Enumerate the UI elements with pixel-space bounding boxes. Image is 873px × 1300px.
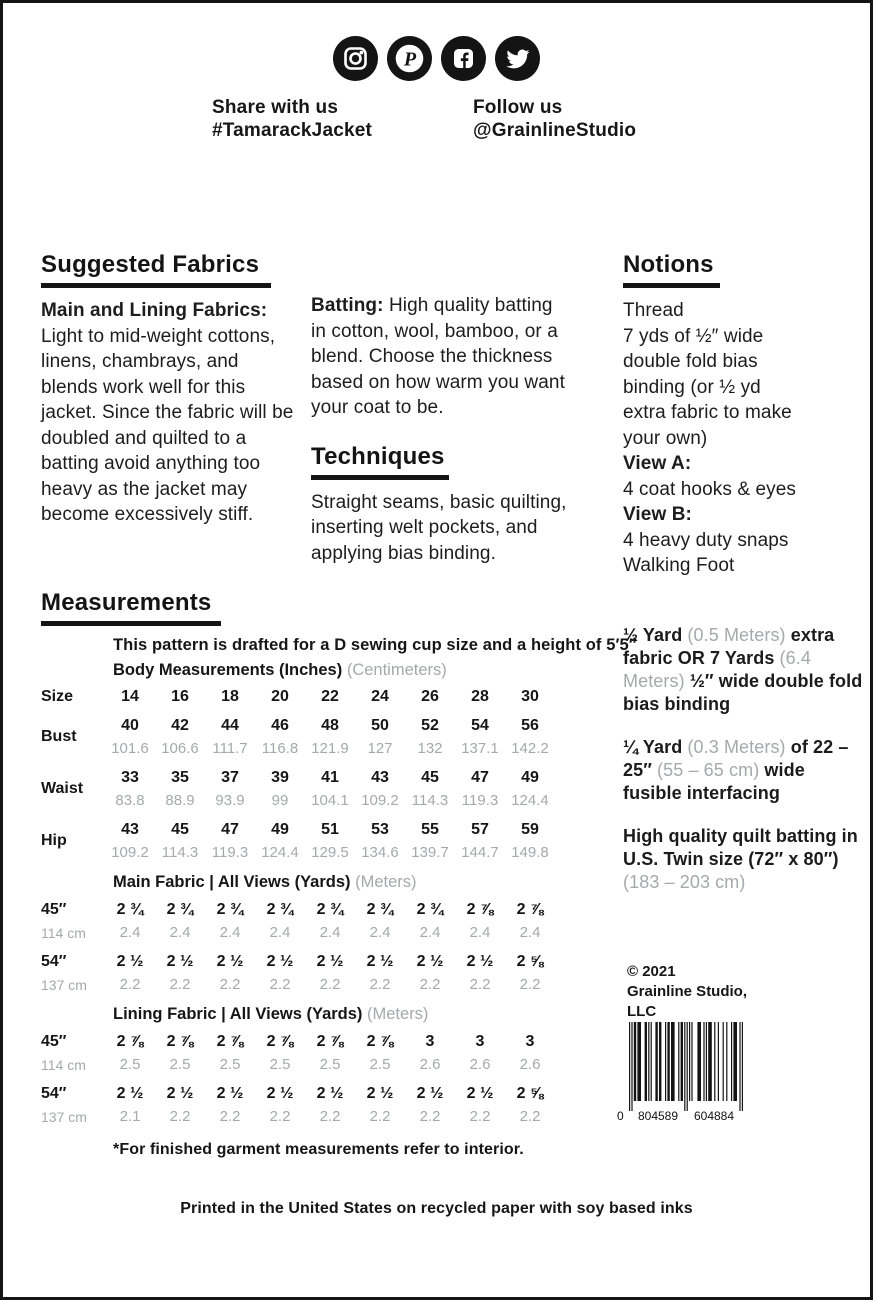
size-cell: 18 bbox=[221, 687, 239, 705]
copyright-year: © 2021 bbox=[627, 963, 676, 980]
yards-cell: 2 ⅞ bbox=[166, 1032, 194, 1050]
cm-cell: 134.6 bbox=[361, 844, 399, 861]
yards-cell: 3 bbox=[425, 1032, 435, 1050]
yards-cell: 2 ½ bbox=[116, 952, 144, 970]
yards-cell: 2 ½ bbox=[366, 1084, 394, 1102]
meters-cell: 2.2 bbox=[169, 1108, 191, 1125]
cm-cell: 101.6 bbox=[111, 740, 149, 757]
measurements-footnote: *For finished garment measurements refer to interior. bbox=[113, 1141, 524, 1158]
meters-cell: 2.5 bbox=[219, 1056, 241, 1073]
meters-cell: 2.4 bbox=[219, 924, 241, 941]
cm-cell: 124.4 bbox=[261, 844, 299, 861]
yards-cell: 2 ¾ bbox=[166, 900, 194, 918]
extra-paragraph bbox=[623, 736, 863, 805]
batting-techniques-section bbox=[311, 293, 571, 566]
copyright bbox=[627, 962, 747, 1022]
notions-line: binding (or ½ yd bbox=[623, 376, 761, 398]
measurements-section bbox=[41, 589, 637, 1159]
inches-cell: 37 bbox=[221, 768, 239, 786]
inches-cell: 45 bbox=[171, 820, 189, 838]
cm-cell: 114.3 bbox=[161, 844, 199, 861]
extra-segment: of 22 – 25″ bbox=[623, 737, 849, 780]
inches-cell: 59 bbox=[521, 820, 539, 838]
copyright-company: Grainline Studio, bbox=[627, 983, 748, 1000]
meters-cell: 2.4 bbox=[419, 924, 441, 941]
extra-segment: (55 – 65 cm) bbox=[657, 760, 765, 780]
notions-line: 4 coat hooks & eyes bbox=[623, 478, 797, 500]
size-cell: 16 bbox=[171, 687, 189, 705]
notions-line: double fold bias bbox=[623, 351, 758, 372]
meters-cell: 2.2 bbox=[119, 976, 141, 993]
facebook-icon bbox=[441, 36, 486, 81]
social-icons-row bbox=[3, 36, 870, 81]
size-cell: 28 bbox=[471, 687, 489, 705]
inches-cell: 43 bbox=[121, 820, 139, 838]
fabric-width-label: 54″ 137 cm bbox=[41, 1084, 87, 1125]
meters-cell: 2.2 bbox=[269, 976, 291, 993]
barcode-digits-mid: 804589 bbox=[637, 1109, 679, 1122]
meters-cell: 2.2 bbox=[469, 976, 491, 993]
inches-cell: 48 bbox=[321, 716, 339, 734]
inches-cell: 40 bbox=[121, 716, 139, 734]
size-cell: 30 bbox=[521, 687, 539, 705]
share-heading: Share with us bbox=[212, 97, 339, 118]
meters-cell: 2.2 bbox=[219, 1108, 241, 1125]
inches-cell: 54 bbox=[471, 716, 489, 734]
cm-cell: 116.8 bbox=[261, 740, 299, 757]
inches-cell: 46 bbox=[271, 716, 289, 734]
notions-line: 4 heavy duty snaps bbox=[623, 529, 789, 551]
yards-cell: 2 ⅞ bbox=[316, 1032, 344, 1050]
inches-cell: 51 bbox=[321, 820, 339, 838]
body-row-bust bbox=[41, 714, 606, 760]
barcode-digit-left: 0 bbox=[617, 1109, 624, 1122]
notions-section bbox=[623, 251, 869, 579]
suggested-fabrics-title: Suggested Fabrics bbox=[41, 251, 260, 278]
cm-cell: 142.2 bbox=[511, 740, 549, 757]
yards-cell: 2 ½ bbox=[266, 952, 294, 970]
cm-cell: 88.9 bbox=[165, 792, 195, 809]
extra-paragraph bbox=[623, 624, 863, 716]
meters-cell: 2.1 bbox=[119, 1108, 141, 1125]
yards-cell: 2 ¾ bbox=[416, 900, 444, 918]
yards-cell: 2 ¾ bbox=[366, 900, 394, 918]
barcode-digits-right: 604884 bbox=[693, 1109, 735, 1122]
yards-cell: 2 ⅞ bbox=[116, 1032, 144, 1050]
cm-cell: 137.1 bbox=[461, 740, 499, 757]
notions-title: Notions bbox=[623, 251, 714, 278]
yards-cell: 2 ⅞ bbox=[266, 1032, 294, 1050]
cm-cell: 114.3 bbox=[411, 792, 449, 809]
yards-cell: 3 bbox=[475, 1032, 485, 1050]
cm-cell: 106.6 bbox=[161, 740, 199, 757]
cm-cell: 109.2 bbox=[111, 844, 149, 861]
yards-cell: 2 ½ bbox=[266, 1084, 294, 1102]
main-lining-label: Main and Lining Fabrics: bbox=[41, 300, 268, 321]
cm-cell: 119.3 bbox=[461, 792, 499, 809]
meters-cell: 2.6 bbox=[469, 1056, 491, 1073]
extra-segment: ½ Yard bbox=[623, 625, 688, 645]
meters-cell: 2.4 bbox=[269, 924, 291, 941]
cm-cell: 93.9 bbox=[215, 792, 245, 809]
extra-paragraph bbox=[623, 825, 863, 894]
extra-segment: ½″ wide double fold bias binding bbox=[623, 671, 863, 714]
meters-cell: 2.4 bbox=[369, 924, 391, 941]
row-label: Bust bbox=[41, 728, 77, 745]
cm-cell: 111.7 bbox=[212, 740, 248, 757]
inches-cell: 55 bbox=[421, 820, 439, 838]
meters-cell: 2.2 bbox=[469, 1108, 491, 1125]
yards-cell: 2 ⅞ bbox=[366, 1032, 394, 1050]
techniques-text: Straight seams, basic quilting, inserting welt pockets, and applying bias binding. bbox=[311, 491, 567, 564]
meters-cell: 2.2 bbox=[519, 1108, 541, 1125]
inches-cell: 43 bbox=[371, 768, 389, 786]
yards-cell: 2 ½ bbox=[116, 1084, 144, 1102]
cm-cell: 139.7 bbox=[411, 844, 449, 861]
extra-segment: wide fusible interfacing bbox=[623, 760, 805, 803]
yards-cell: 2 ½ bbox=[216, 952, 244, 970]
meters-cell: 2.2 bbox=[369, 976, 391, 993]
yards-cell: 2 ½ bbox=[416, 1084, 444, 1102]
extra-segment: (183 – 203 cm) bbox=[623, 872, 746, 892]
fabric-width-label: 45″ 114 cm bbox=[41, 900, 86, 941]
inches-cell: 47 bbox=[221, 820, 239, 838]
main-fabric-header: Main Fabric | All Views (Yards) (Meters) bbox=[113, 873, 417, 891]
barcode bbox=[609, 1022, 749, 1122]
cm-cell: 129.5 bbox=[311, 844, 349, 861]
meters-cell: 2.2 bbox=[269, 1108, 291, 1125]
cm-cell: 83.8 bbox=[115, 792, 145, 809]
yards-cell: 2 ⅝ bbox=[516, 1084, 544, 1102]
meters-cell: 2.2 bbox=[519, 976, 541, 993]
lining-fabric-row bbox=[41, 1082, 606, 1128]
main-lining-text: Light to mid-weight cottons, linens, chambrays, and blends work well for this jacket. Since the fabric will be doubled and quilted to a batting avoid anything too heavy as the jacket may become excessively stiff. bbox=[41, 325, 294, 525]
notions-line: extra fabric to make bbox=[623, 402, 792, 423]
techniques-rule bbox=[311, 475, 449, 480]
cm-cell: 109.2 bbox=[361, 792, 399, 809]
fabric-width-label: 45″ 114 cm bbox=[41, 1032, 86, 1073]
yards-cell: 2 ⅞ bbox=[466, 900, 494, 918]
body-measurements-header: Body Measurements (Inches) (Centimeters) bbox=[113, 661, 447, 679]
meters-cell: 2.2 bbox=[319, 1108, 341, 1125]
meters-cell: 2.5 bbox=[369, 1056, 391, 1073]
extras bbox=[623, 624, 863, 914]
yards-cell: 2 ½ bbox=[416, 952, 444, 970]
meters-cell: 2.2 bbox=[169, 976, 191, 993]
inches-cell: 35 bbox=[171, 768, 189, 786]
row-label: Waist bbox=[41, 780, 84, 797]
notions-lines bbox=[623, 298, 869, 579]
lining-fabric-row bbox=[41, 1030, 606, 1076]
fabric-width-label: 54″ 137 cm bbox=[41, 952, 87, 993]
follow-heading: Follow us bbox=[473, 97, 563, 118]
cm-cell: 132 bbox=[417, 740, 443, 757]
lining-fabric-header: Lining Fabric | All Views (Yards) (Meters) bbox=[113, 1005, 429, 1023]
extra-segment: (0.3 Meters) bbox=[687, 737, 791, 757]
size-cell: 24 bbox=[371, 687, 389, 705]
size-cell: 14 bbox=[121, 687, 139, 705]
notions-line: your own) bbox=[623, 427, 708, 449]
inches-cell: 33 bbox=[121, 768, 139, 786]
meters-cell: 2.5 bbox=[119, 1056, 141, 1073]
measurement-grid bbox=[41, 685, 606, 1159]
meters-cell: 2.4 bbox=[169, 924, 191, 941]
meters-cell: 2.4 bbox=[519, 924, 541, 941]
size-label: Size bbox=[41, 687, 74, 705]
meters-cell: 2.2 bbox=[219, 976, 241, 993]
cm-cell: 149.8 bbox=[511, 844, 549, 861]
cm-cell: 124.4 bbox=[511, 792, 549, 809]
measurements-rule bbox=[41, 621, 221, 626]
notions-line: View B: bbox=[623, 504, 692, 525]
yards-cell: 3 bbox=[525, 1032, 535, 1050]
meters-cell: 2.2 bbox=[419, 1108, 441, 1125]
yards-cell: 2 ½ bbox=[316, 952, 344, 970]
inches-cell: 44 bbox=[221, 716, 239, 734]
yards-cell: 2 ½ bbox=[316, 1084, 344, 1102]
meters-cell: 2.6 bbox=[519, 1056, 541, 1073]
notions-rule bbox=[623, 283, 720, 288]
yards-cell: 2 ½ bbox=[366, 952, 394, 970]
yards-cell: 2 ¾ bbox=[216, 900, 244, 918]
yards-cell: 2 ½ bbox=[466, 952, 494, 970]
suggested-fabrics-section bbox=[41, 251, 299, 528]
size-cell: 22 bbox=[321, 687, 339, 705]
cm-cell: 121.9 bbox=[311, 740, 349, 757]
batting-label: Batting: bbox=[311, 295, 384, 316]
yards-cell: 2 ¾ bbox=[116, 900, 144, 918]
cm-cell: 104.1 bbox=[311, 792, 349, 809]
notions-line: View A: bbox=[623, 453, 692, 474]
suggested-fabrics-rule bbox=[41, 283, 271, 288]
yards-cell: 2 ⅞ bbox=[516, 900, 544, 918]
meters-cell: 2.5 bbox=[169, 1056, 191, 1073]
meters-cell: 2.5 bbox=[269, 1056, 291, 1073]
notions-line: Thread bbox=[623, 300, 684, 321]
batting-paragraph bbox=[311, 293, 571, 421]
batting-text: High quality batting in cotton, wool, bamboo, or a blend. Choose the thickness based on how warm you want your coat to be. bbox=[311, 295, 565, 418]
techniques-title: Techniques bbox=[311, 442, 445, 470]
yards-cell: 2 ⅞ bbox=[216, 1032, 244, 1050]
meters-cell: 2.4 bbox=[119, 924, 141, 941]
svg-text:P: P bbox=[403, 48, 417, 71]
cm-cell: 119.3 bbox=[211, 844, 249, 861]
follow-handle: @GrainlineStudio bbox=[473, 120, 637, 141]
meters-cell: 2.6 bbox=[419, 1056, 441, 1073]
inches-cell: 50 bbox=[371, 716, 389, 734]
meters-cell: 2.2 bbox=[419, 976, 441, 993]
measurements-title: Measurements bbox=[41, 589, 212, 616]
yards-cell: 2 ½ bbox=[166, 1084, 194, 1102]
inches-cell: 45 bbox=[421, 768, 439, 786]
meters-cell: 2.2 bbox=[369, 1108, 391, 1125]
cup-size-note: This pattern is drafted for a D sewing cup size and a height of 5′5″ bbox=[113, 636, 637, 654]
extra-segment: ¼ Yard bbox=[623, 737, 688, 757]
notions-line: Walking Foot bbox=[623, 555, 735, 576]
cm-cell: 99 bbox=[271, 792, 289, 809]
size-cell: 20 bbox=[271, 687, 289, 705]
main-fabric-row bbox=[41, 950, 606, 996]
yards-cell: 2 ½ bbox=[166, 952, 194, 970]
cm-cell: 144.7 bbox=[461, 844, 499, 861]
yards-cell: 2 ¾ bbox=[316, 900, 344, 918]
meters-cell: 2.5 bbox=[319, 1056, 341, 1073]
printed-note: Printed in the United States on recycled paper with soy based inks bbox=[180, 1200, 693, 1217]
inches-cell: 39 bbox=[271, 768, 289, 786]
inches-cell: 53 bbox=[371, 820, 389, 838]
main-fabric-row bbox=[41, 898, 606, 944]
pinterest-icon bbox=[387, 36, 432, 81]
extra-segment: High quality quilt batting in U.S. Twin size (72″ x 80″) bbox=[623, 826, 858, 869]
extra-segment: (6.4 Meters) bbox=[623, 648, 811, 691]
inches-cell: 47 bbox=[471, 768, 489, 786]
extra-segment: (0.5 Meters) bbox=[687, 625, 791, 645]
yards-cell: 2 ⅝ bbox=[516, 952, 544, 970]
row-label: Hip bbox=[41, 832, 67, 849]
inches-cell: 57 bbox=[471, 820, 489, 838]
size-cell: 26 bbox=[421, 687, 439, 705]
meters-cell: 2.4 bbox=[469, 924, 491, 941]
instagram-icon bbox=[333, 36, 378, 81]
inches-cell: 56 bbox=[521, 716, 539, 734]
share-hashtag: #TamarackJacket bbox=[212, 120, 373, 141]
inches-cell: 42 bbox=[171, 716, 189, 734]
inches-cell: 52 bbox=[421, 716, 439, 734]
meters-cell: 2.4 bbox=[319, 924, 341, 941]
body-row-waist bbox=[41, 766, 606, 812]
follow-block bbox=[473, 96, 636, 142]
copyright-llc: LLC bbox=[627, 1003, 657, 1020]
yards-cell: 2 ½ bbox=[466, 1084, 494, 1102]
yards-cell: 2 ¾ bbox=[266, 900, 294, 918]
meters-cell: 2.2 bbox=[319, 976, 341, 993]
share-block bbox=[212, 96, 372, 142]
inches-cell: 49 bbox=[271, 820, 289, 838]
inches-cell: 49 bbox=[521, 768, 539, 786]
cm-cell: 127 bbox=[367, 740, 393, 757]
size-row bbox=[41, 685, 606, 708]
main-lining-paragraph bbox=[41, 298, 299, 528]
notions-line: 7 yds of ½″ wide bbox=[623, 325, 764, 347]
barcode-bars bbox=[629, 1022, 743, 1111]
body-row-hip bbox=[41, 818, 606, 864]
extra-segment: extra fabric OR 7 Yards bbox=[623, 625, 835, 668]
twitter-icon bbox=[495, 36, 540, 81]
inches-cell: 41 bbox=[321, 768, 339, 786]
yards-cell: 2 ½ bbox=[216, 1084, 244, 1102]
